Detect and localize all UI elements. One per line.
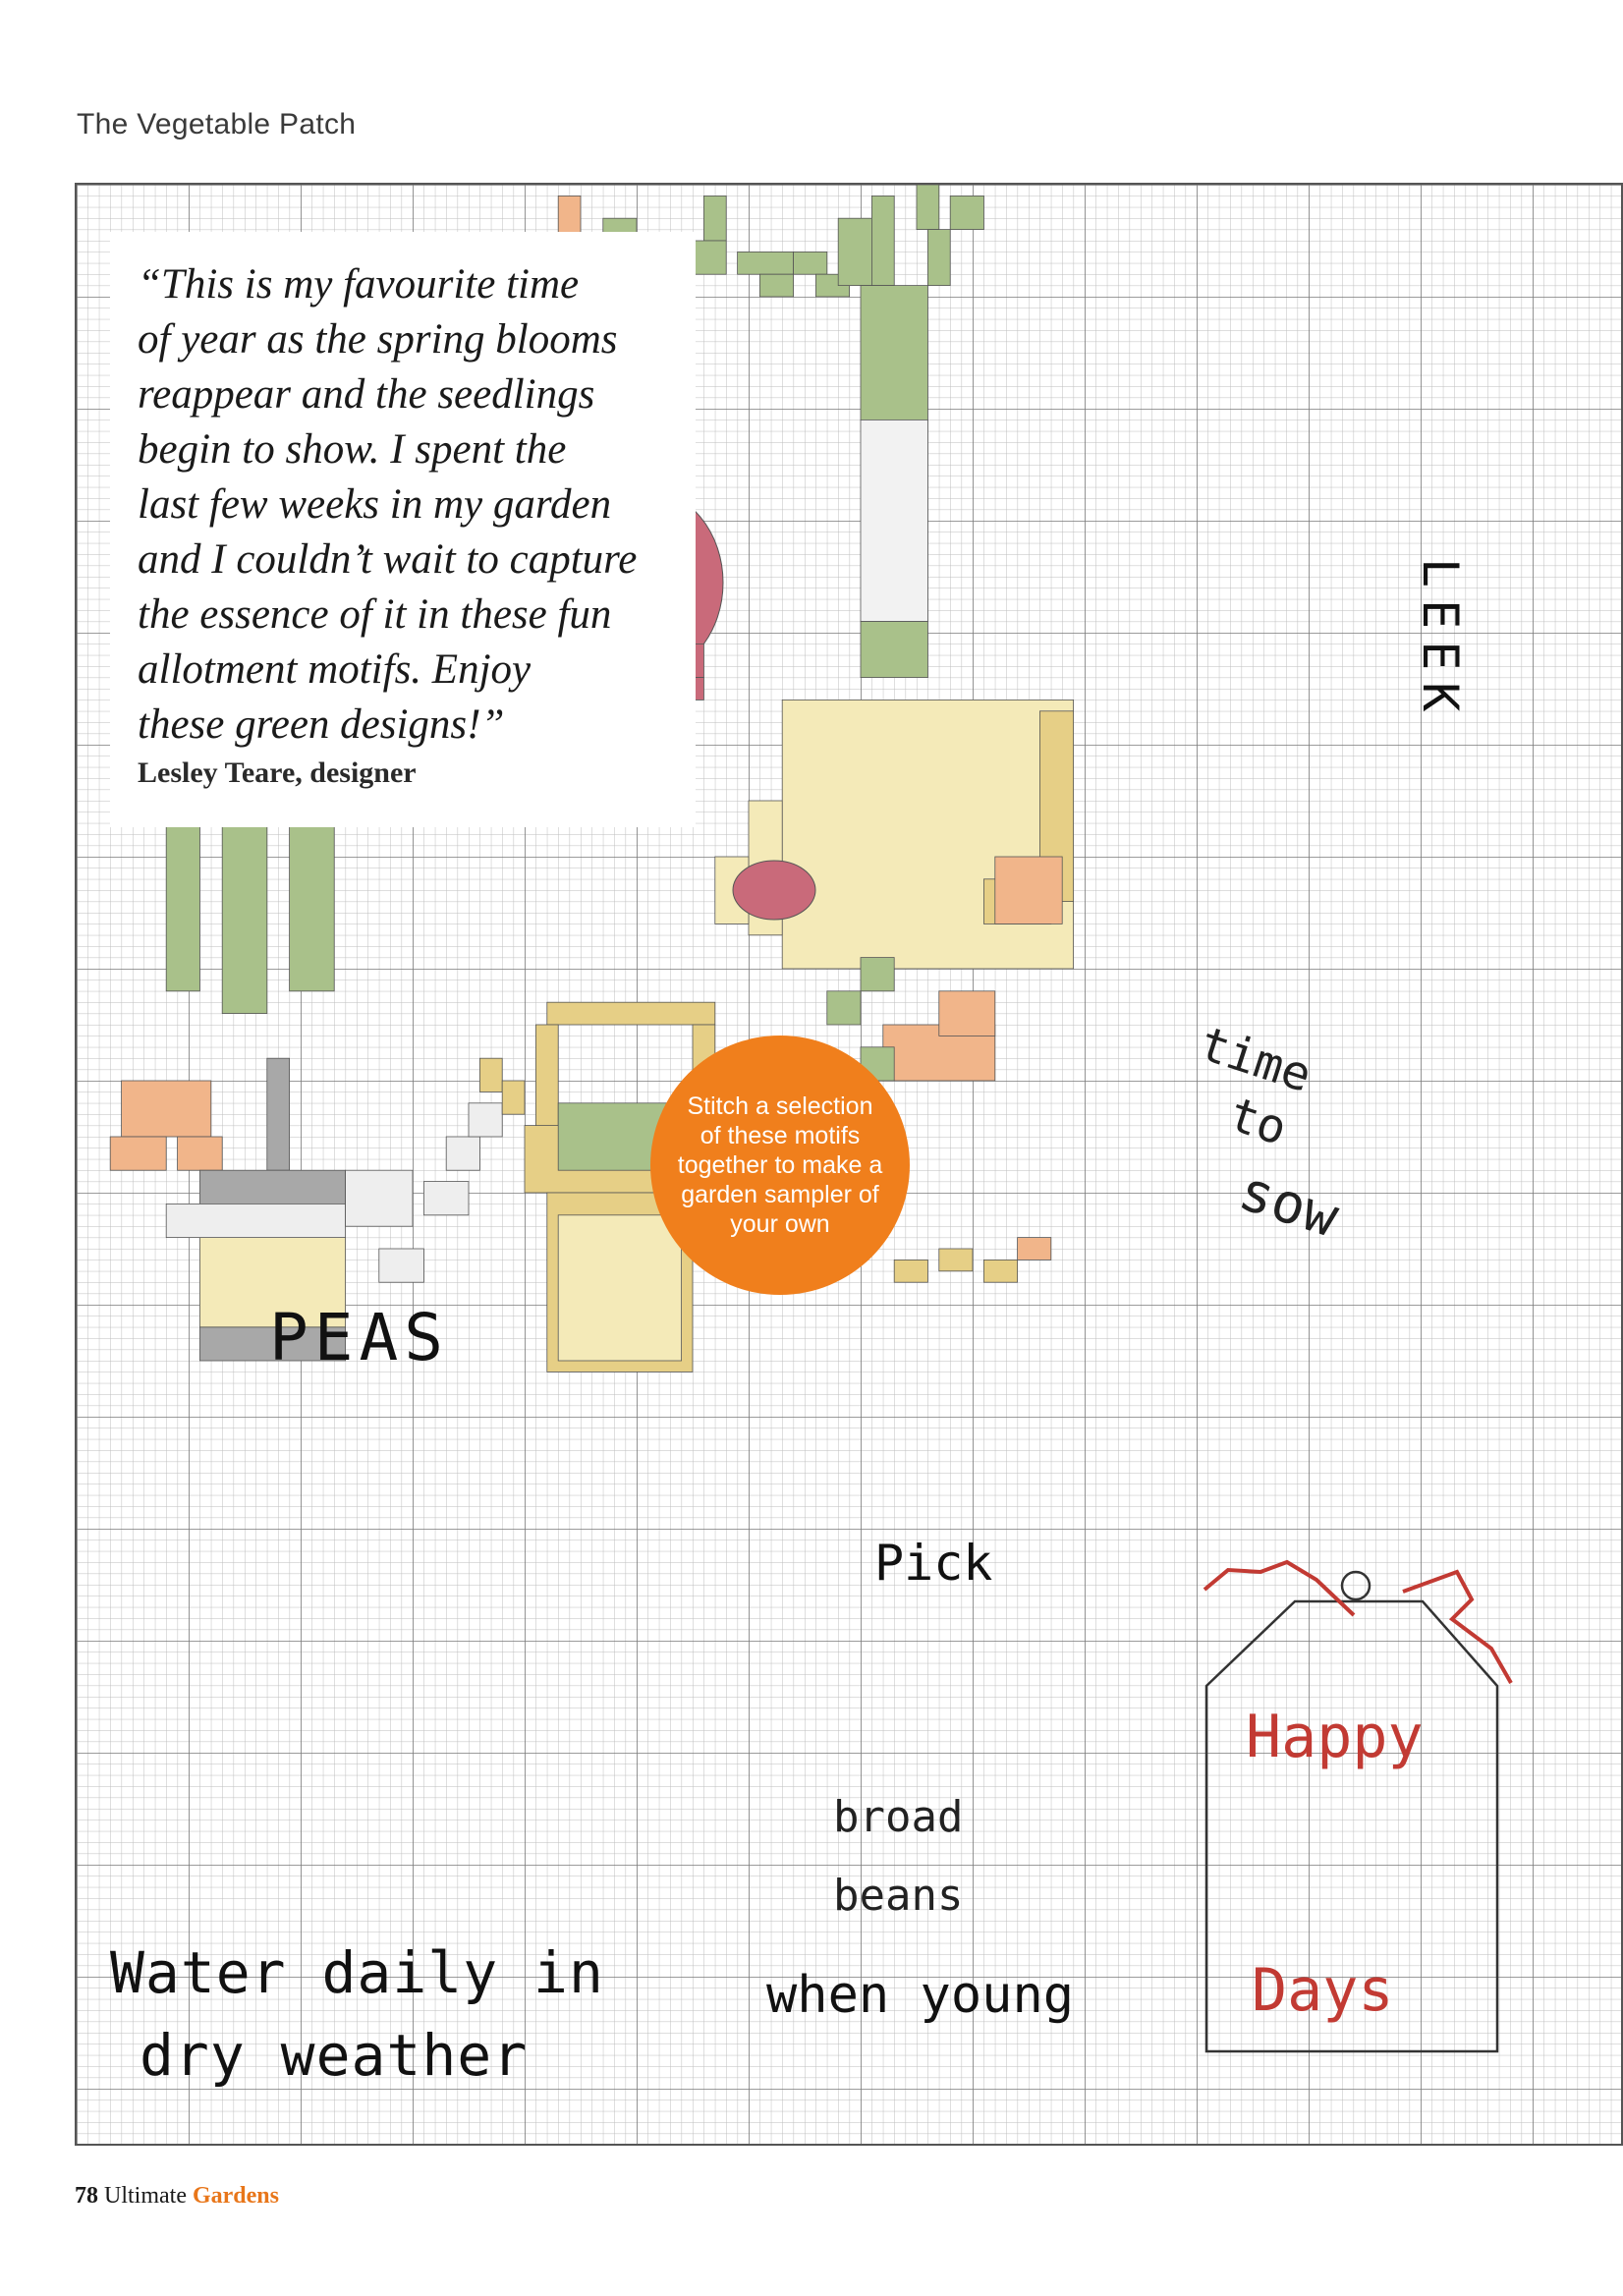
- tag-text-happy: Happy: [1246, 1703, 1424, 1771]
- stitch-block: [794, 252, 827, 274]
- stitch-block: [379, 1249, 424, 1282]
- quote-line: the essence of it in these fun: [138, 591, 612, 638]
- magazine-name: Ultimate: [104, 2183, 187, 2209]
- stitch-block: [1018, 1238, 1051, 1260]
- stitch-block: [782, 700, 1073, 969]
- stitch-block: [110, 1137, 166, 1170]
- tip-line: your own: [730, 1210, 830, 1238]
- stitch-block: [871, 196, 894, 285]
- stitch-block: [827, 991, 861, 1025]
- stitch-block: [479, 1058, 502, 1092]
- page-footer: [75, 2183, 279, 2210]
- peas-label: PEAS: [269, 1300, 449, 1375]
- stitch-block: [861, 958, 894, 991]
- stitch-block: [861, 420, 927, 621]
- stitch-block: [703, 196, 726, 241]
- stitch-block: [547, 1002, 715, 1025]
- stitch-block: [346, 1170, 413, 1226]
- quote-line: and I couldn’t wait to capture: [138, 536, 638, 583]
- stitch-block: [983, 1260, 1017, 1282]
- tip-line: garden sampler of: [681, 1181, 879, 1208]
- stitch-block: [199, 1170, 345, 1204]
- stitch-block: [502, 1081, 525, 1114]
- stitch-block: [122, 1081, 211, 1137]
- stitch-block: [693, 241, 726, 274]
- sow-text-sow: sow: [1231, 1158, 1346, 1251]
- sow-text-time: time: [1193, 1016, 1318, 1104]
- quote-line: “This is my favourite time: [138, 261, 580, 308]
- quote-line: allotment motifs. Enjoy: [138, 646, 532, 693]
- quote-author: Lesley Teare, designer: [138, 756, 417, 789]
- stitch-block: [267, 1058, 290, 1170]
- stitch-block: [759, 274, 793, 297]
- stitch-block: [927, 230, 950, 286]
- stitch-block: [995, 857, 1062, 924]
- stitch-block: [894, 1260, 927, 1282]
- basket-text-pick: Pick: [874, 1535, 993, 1592]
- quote-line: last few weeks in my garden: [138, 481, 612, 528]
- leek-label: LEEK: [1412, 558, 1469, 724]
- basket-text-when-young: when young: [766, 1966, 1075, 2025]
- stitch-block: [469, 1103, 502, 1137]
- stitch-block: [939, 1249, 973, 1271]
- page-number: 78: [75, 2183, 98, 2209]
- section-title: The Vegetable Patch: [77, 108, 357, 140]
- basket-text-beans: beans: [833, 1871, 964, 1921]
- watering-text-line2: dry weather: [140, 2022, 529, 2089]
- magazine-accent: Gardens: [192, 2183, 279, 2209]
- sow-text-to: to: [1222, 1087, 1294, 1157]
- basket-text-broad: broad: [833, 1792, 964, 1842]
- stitch-block: [950, 196, 983, 229]
- tip-line: Stitch a selection: [687, 1092, 873, 1120]
- watering-text-line1: Water daily in: [110, 1939, 604, 2006]
- tip-line: of these motifs: [700, 1122, 861, 1149]
- tip-text: [677, 1092, 883, 1239]
- quote-line: of year as the spring blooms: [138, 316, 618, 363]
- leek-stem: [861, 286, 927, 678]
- designer-quote: [110, 232, 696, 827]
- stitch-block: [166, 1204, 345, 1237]
- quote-line: reappear and the seedlings: [138, 371, 595, 418]
- quote-line: begin to show. I spent the: [138, 426, 567, 473]
- stitch-shape: [733, 861, 815, 920]
- stitch-block: [939, 991, 995, 1036]
- stitch-block: [446, 1137, 479, 1170]
- stitch-block: [178, 1137, 223, 1170]
- stitch-block: [917, 185, 939, 230]
- tip-badge: [650, 1036, 910, 1295]
- tag-text-days: Days: [1252, 1956, 1394, 2025]
- stitch-block: [423, 1182, 469, 1215]
- stitch-block: [838, 218, 871, 285]
- stitch-block: [861, 286, 927, 420]
- quote-line: these green designs!”: [138, 701, 505, 748]
- quote-text: [138, 257, 678, 753]
- stitch-block: [861, 622, 927, 678]
- tip-line: together to make a: [677, 1151, 883, 1179]
- stitch-block: [558, 1215, 681, 1361]
- stitch-block: [738, 252, 794, 274]
